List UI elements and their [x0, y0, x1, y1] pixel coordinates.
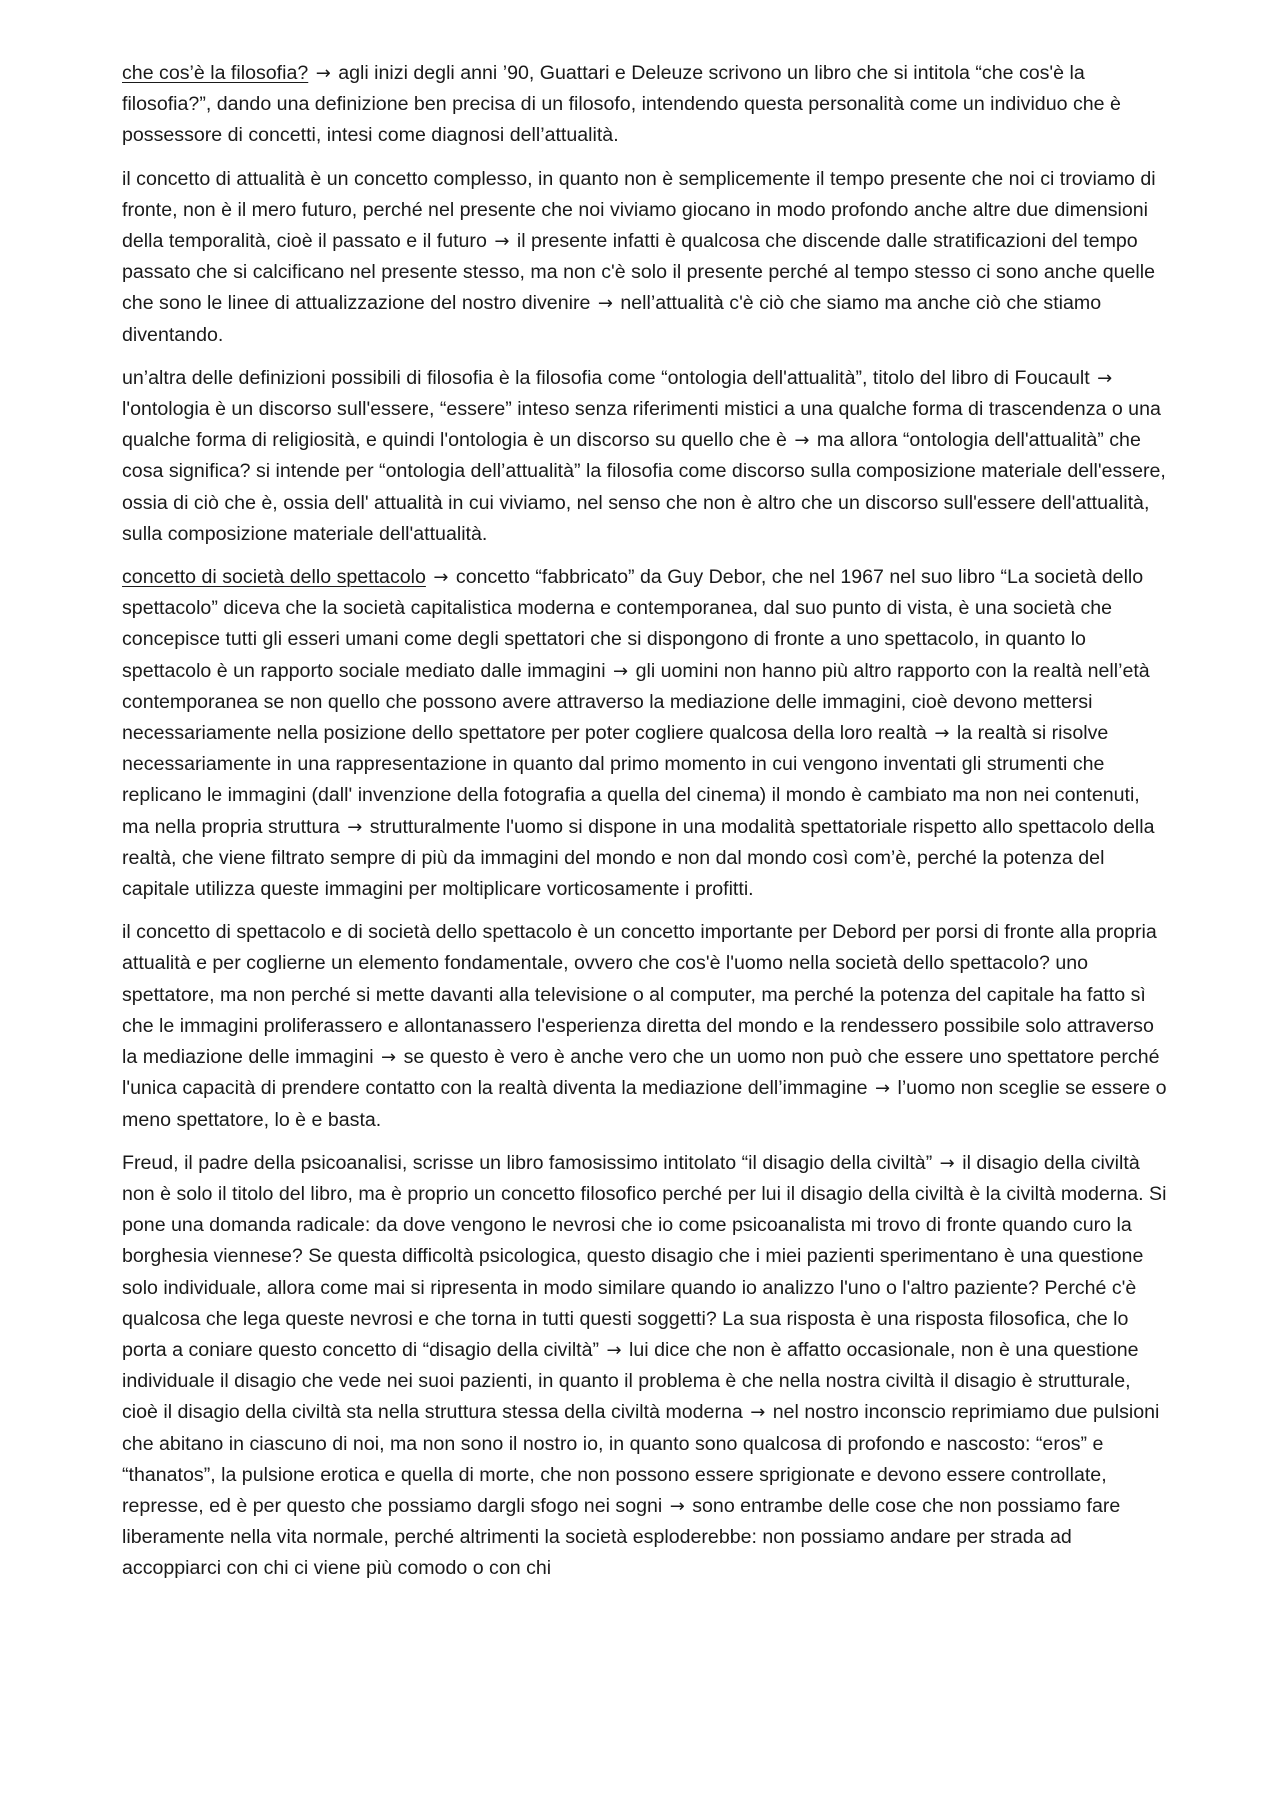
underlined-term: concetto di società dello spettacolo	[122, 566, 426, 589]
underlined-term: che cos’è la filosofia?	[122, 62, 309, 84]
paragraph-attualita	[122, 164, 1167, 351]
paragraph-text: il concetto di attualità è un concetto complesso, in quanto non è semplicemente il tempo presente che noi ci troviamo di fronte, non è il mero futuro, perché nel presente che noi viviamo giocano in modo profondo anche altre due dimensioni della temporalità, cioè il passato e il futuro	[122, 167, 1156, 253]
arrow-right-icon: →	[939, 1152, 955, 1174]
paragraph-text	[308, 62, 313, 84]
document-page	[122, 58, 1167, 1597]
paragraph-societa-spettacolo	[122, 562, 1167, 905]
arrow-right-icon: →	[934, 723, 950, 745]
arrow-right-icon: →	[347, 816, 363, 838]
paragraph-freud	[122, 1148, 1167, 1585]
arrow-right-icon: →	[381, 1047, 397, 1069]
arrow-right-icon: →	[1097, 367, 1113, 389]
paragraph-text: nel nostro inconscio reprimiamo due pulsioni che abitano in ciascuno di noi, ma non sono il nostro io, in quanto sono qualcosa di profondo e nascosto: “eros” e “thanatos”, la pulsione erotica e quella di morte, che non possono essere sprigionate e devono essere controllate, represse, ed è per questo che possiamo dargli sfogo nei sogni	[122, 1401, 1160, 1517]
paragraph-text	[426, 566, 431, 588]
paragraph-text: strutturalmente l'uomo si dispone in una modalità spettatoriale rispetto allo spettacolo della realtà, che viene filtrato sempre di più da immagini del mondo e non dal mondo così com’è, perché la potenza del capitale utilizza queste immagini per moltiplicare vorticosamente i profitti.	[122, 815, 1155, 901]
paragraph-text: Freud, il padre della psicoanalisi, scrisse un libro famosissimo intitolato “il disagio della civiltà”	[122, 1151, 938, 1174]
paragraph-text: concetto “fabbricato” da Guy Debor, che nel 1967 nel suo libro “La società dello spettacolo” diceva che la società capitalistica moderna e contemporanea, dal suo punto di vista, è una società che concepisce tutti gli esseri umani come degli spettatori che si dispongono di fronte a uno spettacolo, in quanto lo spettacolo è un rapporto sociale mediato dalle immagini	[122, 566, 1144, 682]
paragraph-text: se questo è vero è anche vero che un uomo non può che essere uno spettatore perché l'unica capacità di prendere contatto con la realtà diventa la mediazione dell’immagine	[122, 1046, 1160, 1100]
arrow-right-icon: →	[315, 63, 331, 84]
arrow-right-icon: →	[433, 567, 449, 589]
paragraph-text: il concetto di spettacolo e di società dello spettacolo è un concetto importante per Debord per porsi di fronte alla propria attualità e per coglierne un elemento fondamentale, ovvero che cos'è l'uomo nella società dello spettacolo? uno spettatore, ma non perché si mette davanti alla televisione o al computer, ma perché la potenza del capitale ha fatto sì che le immagini proliferassero e allontanassero l'esperienza diretta del mondo e la rendessero possibile solo attraverso la mediazione delle immagini	[122, 921, 1157, 1069]
paragraph-text: sono entrambe delle cose che non possiamo fare liberamente nella vita normale, perché altrimenti la società esploderebbe: non possiamo andare per strada ad accoppiarci con chi ci viene più comodo o con chi	[122, 1494, 1121, 1580]
arrow-right-icon: →	[669, 1495, 685, 1517]
paragraph-text: agli inizi degli anni ’90, Guattari e Deleuze scrivono un libro che si intitola “che cos'è la filosofia?”, dando una definizione ben precisa di un filosofo, intendendo questa personalità come un individuo che è possessore di concetti, intesi come diagnosi dell’attualità.	[122, 62, 1121, 147]
arrow-right-icon: →	[494, 231, 510, 253]
arrow-right-icon: →	[794, 430, 810, 452]
arrow-right-icon: →	[750, 1402, 766, 1424]
paragraph-text: ma allora “ontologia dell'attualità” che cosa significa? si intende per “ontologia dell’attualità” la filosofia come discorso sulla composizione materiale dell'essere, ossia di ciò che è, ossia dell' attualità in cui viviamo, nel senso che non è altro che un discorso sull'essere dell'attualità, sulla composizione materiale dell'attualità.	[122, 429, 1166, 545]
paragraph-text: il presente infatti è qualcosa che discende dalle stratificazioni del tempo passato che si calcificano nel presente stesso, ma non c'è solo il presente perché al tempo stesso ci sono anche quelle che sono le linee di attualizzazione del nostro divenire	[122, 230, 1156, 315]
paragraph-text: nell’attualità c'è ciò che siamo ma anche ciò che stiamo diventando.	[122, 292, 1102, 346]
paragraph-ontologia	[122, 363, 1167, 550]
arrow-right-icon: →	[613, 660, 629, 682]
paragraph-text: la realtà si risolve necessariamente in una rappresentazione in quanto dal primo momento in cui vengono inventati gli strumenti che replicano le immagini (dall' invenzione della fotografia a quella del cinema) il mondo è cambiato ma non nei contenuti, ma nella propria struttura	[122, 722, 1140, 838]
paragraph-text: il disagio della civiltà non è solo il titolo del libro, ma è proprio un concetto filosofico perché per lui il disagio della civiltà è la civiltà moderna. Si pone una domanda radicale: da dove vengono le nevrosi che io come psicoanalista mi trovo di fronte quando curo la borghesia viennese? Se questa difficoltà psicologica, questo disagio che i miei pazienti sperimentano è una questione solo individuale, allora come mai si ripresenta in modo similare quando io analizzo l'uno o l'altro paziente? Perché c'è qualcosa che lega queste nevrosi e che torna in tutti questi soggetti? La sua risposta è una risposta filosofica, che lo porta a coniare questo concetto di “disagio della civiltà”	[122, 1151, 1167, 1361]
paragraph-text: l'ontologia è un discorso sull'essere, “essere” inteso senza riferimenti mistici a una qualche forma di trascendenza o una qualche forma di religiosità, e quindi l'ontologia è un discorso su quello che è	[122, 398, 1161, 452]
paragraph-cosa-e-filosofia	[122, 58, 1167, 152]
arrow-right-icon: →	[597, 293, 613, 315]
paragraph-text: lui dice che non è affatto occasionale, non è una questione individuale il disagio che vede nei suoi pazienti, in quanto il problema è che nella nostra civiltà il disagio è strutturale, cioè il disagio della civiltà sta nella struttura stessa della civiltà moderna	[122, 1338, 1139, 1424]
paragraph-spettatore	[122, 917, 1167, 1135]
arrow-right-icon: →	[606, 1339, 622, 1361]
paragraph-text: un’altra delle definizioni possibili di filosofia è la filosofia come “ontologia dell'attualità”, titolo del libro di Foucault	[122, 366, 1096, 389]
paragraph-text: gli uomini non hanno più altro rapporto con la realtà nell’età contemporanea se non quello che possono avere attraverso la mediazione delle immagini, cioè devono mettersi necessariamente nella posizione dello spettatore per poter cogliere qualcosa della loro realtà	[122, 659, 1150, 745]
arrow-right-icon: →	[874, 1078, 891, 1100]
paragraph-text: l’uomo non sceglie se essere o meno spettatore, lo è e basta.	[122, 1077, 1167, 1131]
